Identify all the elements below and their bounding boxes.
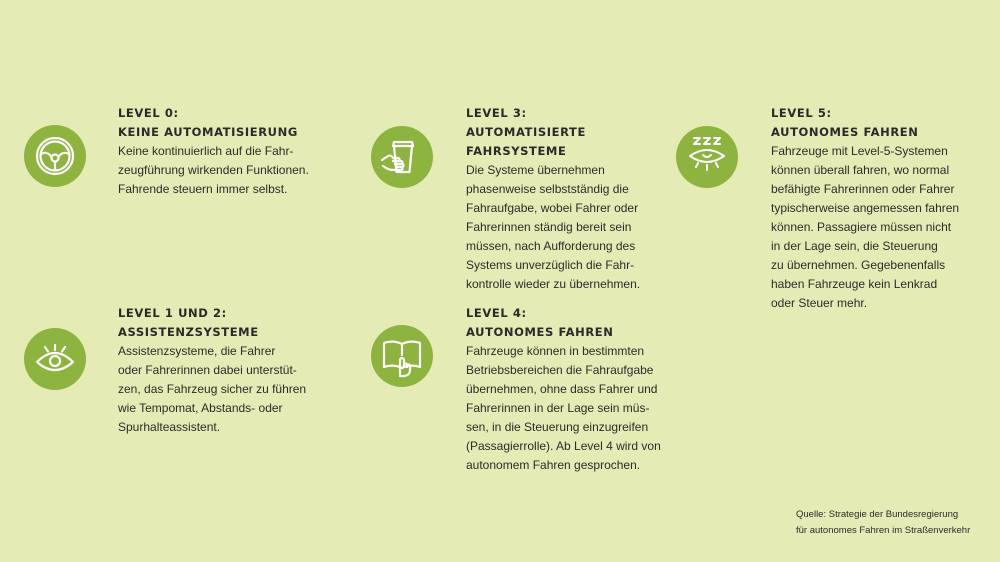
title-line: LEVEL 5: (771, 106, 832, 120)
level-description (771, 142, 959, 313)
description-line: Fahrerinnen ständig bereit sein (466, 220, 632, 234)
title-line: AUTOMATISIERTE (466, 125, 586, 139)
level-3-text (466, 104, 640, 294)
level-description (118, 142, 309, 199)
steering-wheel-icon (24, 125, 86, 187)
level-title (118, 104, 309, 142)
description-line: Betriebsbereichen die Fahraufgabe (466, 363, 654, 377)
title-line: ASSISTENZSYSTEME (118, 325, 259, 339)
title-line: LEVEL 1 UND 2: (118, 306, 227, 320)
title-line: LEVEL 0: (118, 106, 179, 120)
title-line: LEVEL 3: (466, 106, 527, 120)
description-line: typischerweise angemessen fahren (771, 201, 960, 215)
description-line: übernehmen, ohne dass Fahrer und (466, 382, 658, 396)
description-line: Fahrzeuge mit Level-5-Systemen (771, 144, 948, 158)
level-1-2-text (118, 304, 306, 437)
description-line: oder Fahrerinnen dabei unterstüt- (118, 363, 297, 377)
level-description (466, 161, 640, 294)
level-title (118, 304, 306, 342)
description-line: oder Steuer mehr. (771, 296, 868, 310)
description-line: Fahraufgabe, wobei Fahrer oder (466, 201, 639, 215)
description-line: können. Passagiere müssen nicht (771, 220, 952, 234)
description-line: müssen, nach Aufforderung des (466, 239, 636, 253)
description-line: haben Fahrzeuge kein Lenkrad (771, 277, 938, 291)
description-line: phasenweise selbstständig die (466, 182, 629, 196)
title-line: AUTONOMES FAHREN (771, 125, 919, 139)
title-line: AUTONOMES FAHREN (466, 325, 614, 339)
level-title (466, 104, 640, 161)
level-0-text (118, 104, 309, 199)
description-line: zeugführung wirkenden Funktionen. (118, 163, 309, 177)
description-line: Die Systeme übernehmen (466, 163, 605, 177)
description-line: Spurhalteassistent. (118, 420, 221, 434)
sleeping-eye-zzz-icon (676, 126, 738, 188)
description-line: in der Lage sein, die Steuerung (771, 239, 938, 253)
description-line: Systems unverzüglich die Fahr- (466, 258, 635, 272)
source-line: Quelle: Strategie der Bundesregierung (796, 509, 959, 520)
description-line: Fahrende steuern immer selbst. (118, 182, 288, 196)
description-line: befähigte Fahrerinnen oder Fahrer (771, 182, 955, 196)
description-line: (Passagierrolle). Ab Level 4 wird von (466, 439, 661, 453)
level-4-text (466, 304, 661, 475)
hand-holding-cup-icon (371, 126, 433, 188)
eye-icon (24, 328, 86, 390)
level-title (466, 304, 661, 342)
title-line: KEINE AUTOMATISIERUNG (118, 125, 298, 139)
level-description (466, 342, 661, 475)
description-line: autonomem Fahren gesprochen. (466, 458, 641, 472)
level-title (771, 104, 959, 142)
description-line: zen, das Fahrzeug sicher zu führen (118, 382, 307, 396)
source-line: für autonomes Fahren im Straßenverkehr (796, 525, 971, 536)
source-note (796, 507, 970, 539)
title-line: LEVEL 4: (466, 306, 527, 320)
description-line: sen, in die Steuerung einzugreifen (466, 420, 649, 434)
level-description (118, 342, 306, 437)
hand-reading-book-icon (371, 325, 433, 387)
title-line: FAHRSYSTEME (466, 144, 567, 158)
description-line: kontrolle wieder zu übernehmen. (466, 277, 641, 291)
description-line: zu übernehmen. Gegebenenfalls (771, 258, 946, 272)
description-line: können überall fahren, wo normal (771, 163, 950, 177)
description-line: Assistenzsysteme, die Fahrer (118, 344, 276, 358)
description-line: Fahrzeuge können in bestimmten (466, 344, 645, 358)
description-line: Keine kontinuierlich auf die Fahr- (118, 144, 294, 158)
description-line: wie Tempomat, Abstands- oder (118, 401, 283, 415)
description-line: Fahrerinnen in der Lage sein müs- (466, 401, 650, 415)
level-5-text (771, 104, 959, 313)
